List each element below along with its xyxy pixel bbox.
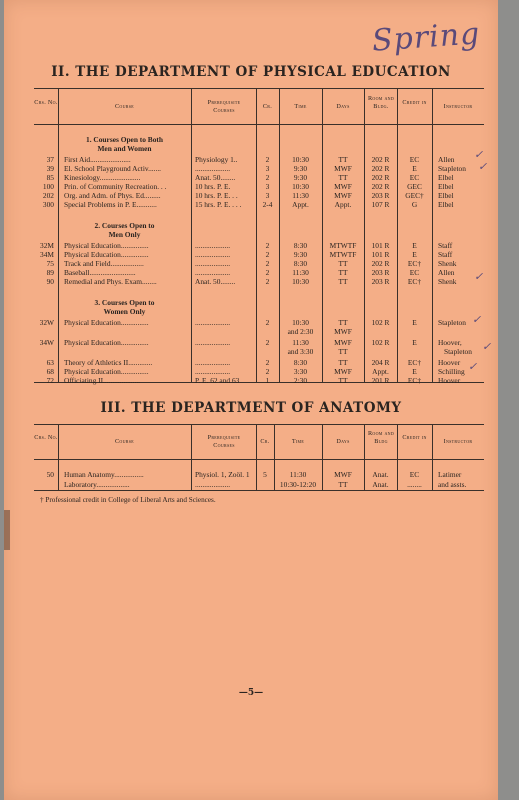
cell-crs-no: 85 (46, 173, 54, 182)
cell-days: TT (338, 259, 348, 268)
cell-crs-no: 37 (46, 155, 54, 164)
cell-room: 201 R (371, 376, 390, 385)
cell-cr: 1 (265, 376, 270, 385)
cell-time: 10:30 (292, 277, 309, 286)
cell-time: 10:30-12:20 (279, 480, 317, 489)
cell-prereq: Anat. 50........ (195, 173, 236, 182)
cell-cr: 2 (265, 358, 270, 367)
cell-prereq: ................... (195, 367, 231, 376)
cell-instructor: Allen (438, 155, 455, 164)
cell-credit: E (412, 241, 417, 250)
cell-cr: 5 (263, 470, 267, 479)
cell-room: 202 R (371, 155, 390, 164)
cell-crs-no: 90 (46, 277, 54, 286)
cell-credit: ........ (407, 480, 422, 489)
cell-course: Org. and Adm. of Phys. Ed......... (64, 191, 161, 200)
cell-instructor: Elbel (438, 182, 454, 191)
cell-prereq: Anat. 50........ (195, 277, 236, 286)
cell-instructor: Hoover (438, 376, 461, 385)
table2-header-rule (34, 459, 484, 460)
col-divider (432, 424, 433, 490)
cell-crs-no: 32W (39, 318, 54, 327)
cell-course: Remedial and Phys. Exam........ (64, 277, 157, 286)
cell-time: 3:30 (293, 367, 308, 376)
header-days: Days (336, 103, 350, 110)
cell-credit: E (412, 338, 417, 347)
cell-days: TT (338, 376, 348, 385)
header-time: Time (291, 438, 305, 445)
cell-cr: 3 (265, 182, 270, 191)
cell-instructor: Shenk (438, 259, 457, 268)
cell-prereq: ................... (195, 259, 231, 268)
cell-room: 102 R (371, 338, 390, 347)
cell-course: Kinesiology...................... (64, 173, 141, 182)
cell-credit: EC (409, 470, 420, 479)
cell-time: 9:30 (293, 164, 308, 173)
cell-time: 10:30 (292, 155, 309, 164)
cell-crs-no: 34M (40, 250, 54, 259)
header-room: Room and Bldg. (367, 95, 395, 110)
cell-time: Appt. (292, 200, 309, 209)
cell-prereq: 15 hrs. P. E. . . . (195, 200, 242, 209)
cell-crs-no: 72 (46, 376, 54, 385)
cell-instructor: Hoover (438, 358, 461, 367)
cell-cr: 2 (265, 155, 270, 164)
cell-instructor: Elbel (438, 173, 454, 182)
cell-time: 11:30 (292, 191, 309, 200)
group-heading: 3. Courses Open to (94, 298, 155, 307)
header-credit: Credit in (402, 434, 427, 441)
cell-course: Physical Education............... (64, 367, 149, 376)
cell-prereq: 10 hrs. P. E. (195, 182, 231, 191)
table2-bottom-rule (34, 490, 484, 491)
cell-credit: G (411, 200, 418, 209)
cell-credit: EC (409, 173, 420, 182)
cell-credit: GEC† (405, 191, 424, 200)
header-course: Course (114, 103, 135, 110)
cell-prereq: ................... (195, 338, 231, 347)
cell-room: Anat. (372, 470, 389, 479)
cell-instructor: Allen (438, 268, 455, 277)
cell-days: MWF (334, 182, 352, 191)
cell-course: Physical Education............... (64, 318, 149, 327)
cell-days: TT (338, 318, 348, 327)
cell-instructor: Elbel (438, 191, 454, 200)
table1-header-rule (34, 124, 484, 125)
table1-top-rule (34, 88, 484, 89)
cell-crs-no: 50 (46, 470, 54, 479)
cell-credit: EC† (407, 259, 422, 268)
cell-crs-no: 100 (42, 182, 54, 191)
cell-time: 8:30 (293, 241, 308, 250)
cell-course: Special Problems in P. E........... (64, 200, 157, 209)
cell-time: 11:30 (292, 338, 309, 347)
header-course: Course (114, 438, 135, 445)
cell-prereq: ................... (195, 241, 231, 250)
footnote: † Professional credit in College of Liberal Arts and Sciences. (40, 496, 216, 504)
cell-credit: EC† (407, 277, 422, 286)
cell-credit: EC (409, 268, 420, 277)
group-heading: Men and Women (97, 144, 152, 153)
cell-days: TT (338, 268, 348, 277)
cell-instructor: Shenk (438, 277, 457, 286)
cell-days: TT (338, 358, 348, 367)
cell-instructor: Stapleton (438, 164, 466, 173)
cell-time: and 2:30 (287, 327, 314, 336)
cell-instructor: Stapleton (438, 318, 466, 327)
cell-days: MWF (334, 327, 352, 336)
cell-credit: E (412, 250, 417, 259)
cell-prereq: Physiol. 1, Zoöl. 1 (195, 470, 250, 479)
cell-cr: 2-4 (262, 200, 273, 209)
cell-crs-no: 202 (42, 191, 54, 200)
cell-cr: 2 (265, 250, 270, 259)
cell-cr: 3 (265, 191, 270, 200)
cell-time: 10:30 (292, 182, 309, 191)
cell-crs-no: 75 (46, 259, 54, 268)
cell-crs-no: 34W (39, 338, 54, 347)
header-days: Days (336, 438, 350, 445)
cell-prereq: Physiology 1.. (195, 155, 238, 164)
header-crs-no: Crs. No. (34, 99, 58, 106)
cell-room: 102 R (371, 318, 390, 327)
check-mark: ✓ (474, 148, 484, 161)
cell-room: Anat. (372, 480, 389, 489)
cell-days: MWF (334, 470, 352, 479)
cell-room: 203 R (371, 268, 390, 277)
cell-prereq: P. E. 62 and 63 (195, 376, 240, 385)
cell-course: Baseball......................... (64, 268, 136, 277)
page-number: —5— (238, 688, 264, 698)
cell-prereq: ................... (195, 358, 231, 367)
cell-cr: 3 (265, 164, 270, 173)
cell-credit: E (412, 164, 417, 173)
cell-room: 204 R (371, 358, 390, 367)
cell-credit: E (412, 318, 417, 327)
cell-room: 107 R (371, 200, 390, 209)
header-crs-no: Crs. No. (34, 434, 58, 441)
cell-cr: 2 (265, 173, 270, 182)
cell-cr: 2 (265, 318, 270, 327)
cell-crs-no: 32M (40, 241, 54, 250)
cell-prereq: 10 hrs. P. E. . . (195, 191, 238, 200)
cell-instructor: and assts. (438, 480, 467, 489)
cell-cr: 2 (265, 367, 270, 376)
catalog-page (4, 0, 498, 800)
cell-course: Physical Education............... (64, 241, 149, 250)
cell-room: 202 R (371, 259, 390, 268)
cell-room: 202 R (371, 182, 390, 191)
cell-days: MWF (334, 338, 352, 347)
group-heading: 2. Courses Open to (94, 221, 155, 230)
cell-room: 203 R (371, 277, 390, 286)
binding-mark (4, 510, 10, 550)
group-heading: Men Only (108, 230, 141, 239)
cell-time: 9:30 (293, 173, 308, 182)
header-prereq: Prerequisite Courses (207, 99, 241, 114)
cell-course: Human Anatomy................ (64, 470, 144, 479)
cell-instructor: Elbel (438, 200, 454, 209)
cell-prereq: ................... (195, 480, 231, 489)
cell-days: TT (338, 155, 348, 164)
cell-days: TT (338, 480, 348, 489)
group-heading: 1. Courses Open to Both (86, 135, 163, 144)
cell-room: Appt. (372, 367, 389, 376)
check-mark: ✓ (472, 313, 482, 326)
cell-course: El. School Playground Activ....... (64, 164, 162, 173)
col-divider (58, 424, 59, 490)
cell-crs-no: 63 (46, 358, 54, 367)
check-mark: ✓ (468, 360, 478, 373)
cell-days: TT (338, 173, 348, 182)
cell-time: 10:30 (292, 318, 309, 327)
cell-course: Physical Education............... (64, 250, 149, 259)
cell-credit: EC† (407, 358, 422, 367)
header-room: Room and Bldg (367, 430, 395, 445)
header-instructor: Instructor (443, 438, 473, 445)
cell-time: and 3:30 (287, 347, 314, 356)
cell-room: 202 R (371, 164, 390, 173)
cell-days: MWF (334, 164, 352, 173)
group-heading: Women Only (103, 307, 146, 316)
cell-room: 101 R (371, 241, 390, 250)
cell-days: MTWTF (329, 241, 357, 250)
cell-room: 101 R (371, 250, 390, 259)
check-mark: ✓ (478, 160, 488, 173)
cell-course: Physical Education............... (64, 338, 149, 347)
header-instructor: Instructor (443, 103, 473, 110)
col-divider (432, 88, 433, 382)
cell-prereq: ................... (195, 250, 231, 259)
cell-credit: EC (409, 155, 420, 164)
cell-course: Laboratory.................. (64, 480, 130, 489)
cell-time: 8:30 (293, 259, 308, 268)
cell-instructor: Staff (438, 250, 453, 259)
cell-crs-no: 68 (46, 367, 54, 376)
table2-top-rule (34, 424, 484, 425)
cell-days: Appt. (334, 200, 352, 209)
cell-cr: 2 (265, 259, 270, 268)
handwritten-note: Spring (370, 16, 482, 59)
cell-days: TT (338, 347, 348, 356)
cell-room: 203 R (371, 191, 390, 200)
cell-credit: E (412, 367, 417, 376)
cell-instructor: Latimer (438, 470, 462, 479)
cell-crs-no: 39 (46, 164, 54, 173)
cell-days: MWF (334, 191, 352, 200)
cell-days: MTWTF (329, 250, 357, 259)
cell-days: MWF (334, 367, 352, 376)
cell-course: Officiating II.................... (64, 376, 141, 385)
cell-days: TT (338, 277, 348, 286)
dept-anatomy-title: III. THE DEPARTMENT OF ANATOMY (100, 400, 402, 416)
cell-cr: 2 (265, 268, 270, 277)
cell-course: Track and Field.................. (64, 259, 144, 268)
cell-prereq: ................... (195, 164, 231, 173)
cell-instructor: Hoover, (438, 338, 462, 347)
cell-credit: EC† (407, 376, 422, 385)
header-cr: Cr. (260, 438, 270, 445)
cell-room: 202 R (371, 173, 390, 182)
header-credit: Credit in (402, 99, 427, 106)
cell-prereq: ................... (195, 318, 231, 327)
cell-course: Theory of Athletics II............. (64, 358, 153, 367)
dept-physical-education-title: II. THE DEPARTMENT OF PHYSICAL EDUCATION (51, 64, 451, 80)
header-prereq: Prerequisite Courses (207, 434, 241, 449)
cell-cr: 2 (265, 338, 270, 347)
header-time: Time (294, 103, 307, 110)
cell-credit: GEC (407, 182, 422, 191)
check-mark: ✓ (474, 270, 484, 283)
cell-instructor: Schilling (438, 367, 465, 376)
check-mark: ✓ (482, 340, 492, 353)
cell-time: 8:30 (293, 358, 308, 367)
cell-time: 11:30 (289, 470, 307, 479)
cell-time: 2:30 (293, 376, 308, 385)
cell-time: 9:30 (293, 250, 308, 259)
cell-instructor: Staff (438, 241, 453, 250)
cell-cr: 2 (265, 277, 270, 286)
header-cr: Cr. (262, 103, 273, 110)
cell-instructor: Stapleton (444, 347, 472, 356)
cell-crs-no: 89 (46, 268, 54, 277)
cell-crs-no: 300 (42, 200, 54, 209)
cell-cr: 2 (265, 241, 270, 250)
cell-course: Prin. of Community Recreation. . . (64, 182, 167, 191)
cell-course: First Aid...................... (64, 155, 131, 164)
cell-prereq: ................... (195, 268, 231, 277)
cell-time: 11:30 (292, 268, 309, 277)
